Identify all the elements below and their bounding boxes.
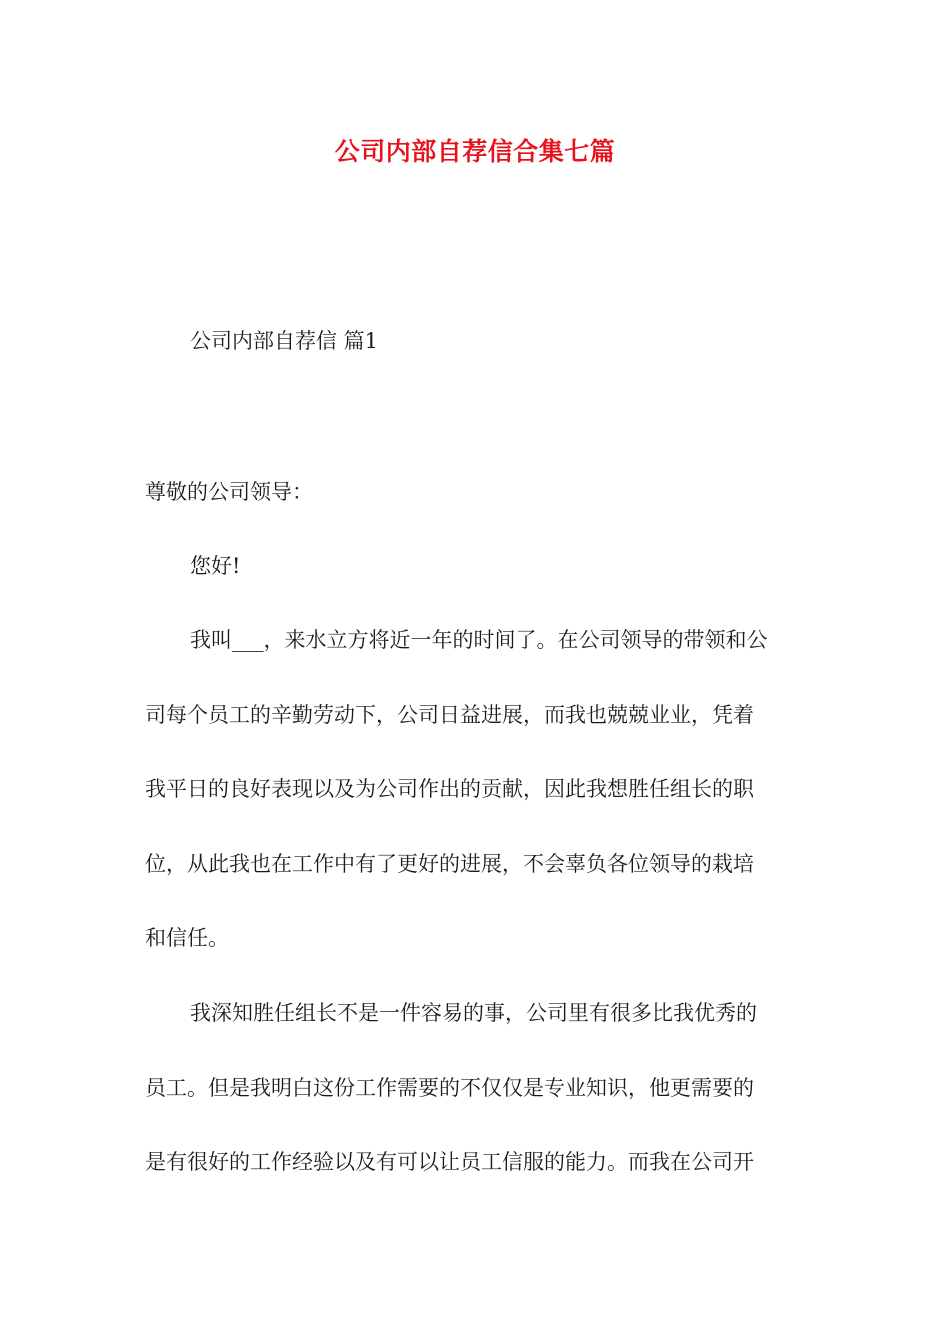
document-title: 公司内部自荐信合集七篇 — [334, 137, 616, 166]
greeting — [145, 529, 805, 604]
paragraph-line: 和信任。 — [145, 926, 229, 950]
paragraph-1 — [145, 603, 805, 976]
salutation-text: 尊敬的公司领导： — [145, 480, 313, 504]
paragraph-line: 司每个员工的辛勤劳动下，公司日益进展，而我也兢兢业业，凭着 — [145, 702, 754, 727]
paragraph-line: 我平日的良好表现以及为公司作出的贡献，因此我想胜任组长的职 — [145, 777, 754, 801]
greeting-text: 您好! — [190, 554, 241, 578]
paragraph-line: 我叫___，来水立方将近一年的时间了。在公司领导的带领和公 — [190, 628, 768, 652]
section-heading: 公司内部自荐信 篇1 — [190, 329, 379, 353]
paragraph-line: 员工。但是我明白这份工作需要的不仅仅是专业知识，他更需要的 — [145, 1075, 754, 1100]
paragraph-line: 我深知胜任组长不是一件容易的事，公司里有很多比我优秀的 — [190, 1001, 757, 1025]
paragraph-line: 是有很好的工作经验以及有可以让员工信服的能力。而我在公司开 — [145, 1150, 754, 1174]
salutation — [145, 455, 805, 530]
paragraph-line: 位，从此我也在工作中有了更好的进展，不会辜负各位领导的栽培 — [145, 851, 754, 876]
paragraph-2 — [145, 976, 805, 1200]
